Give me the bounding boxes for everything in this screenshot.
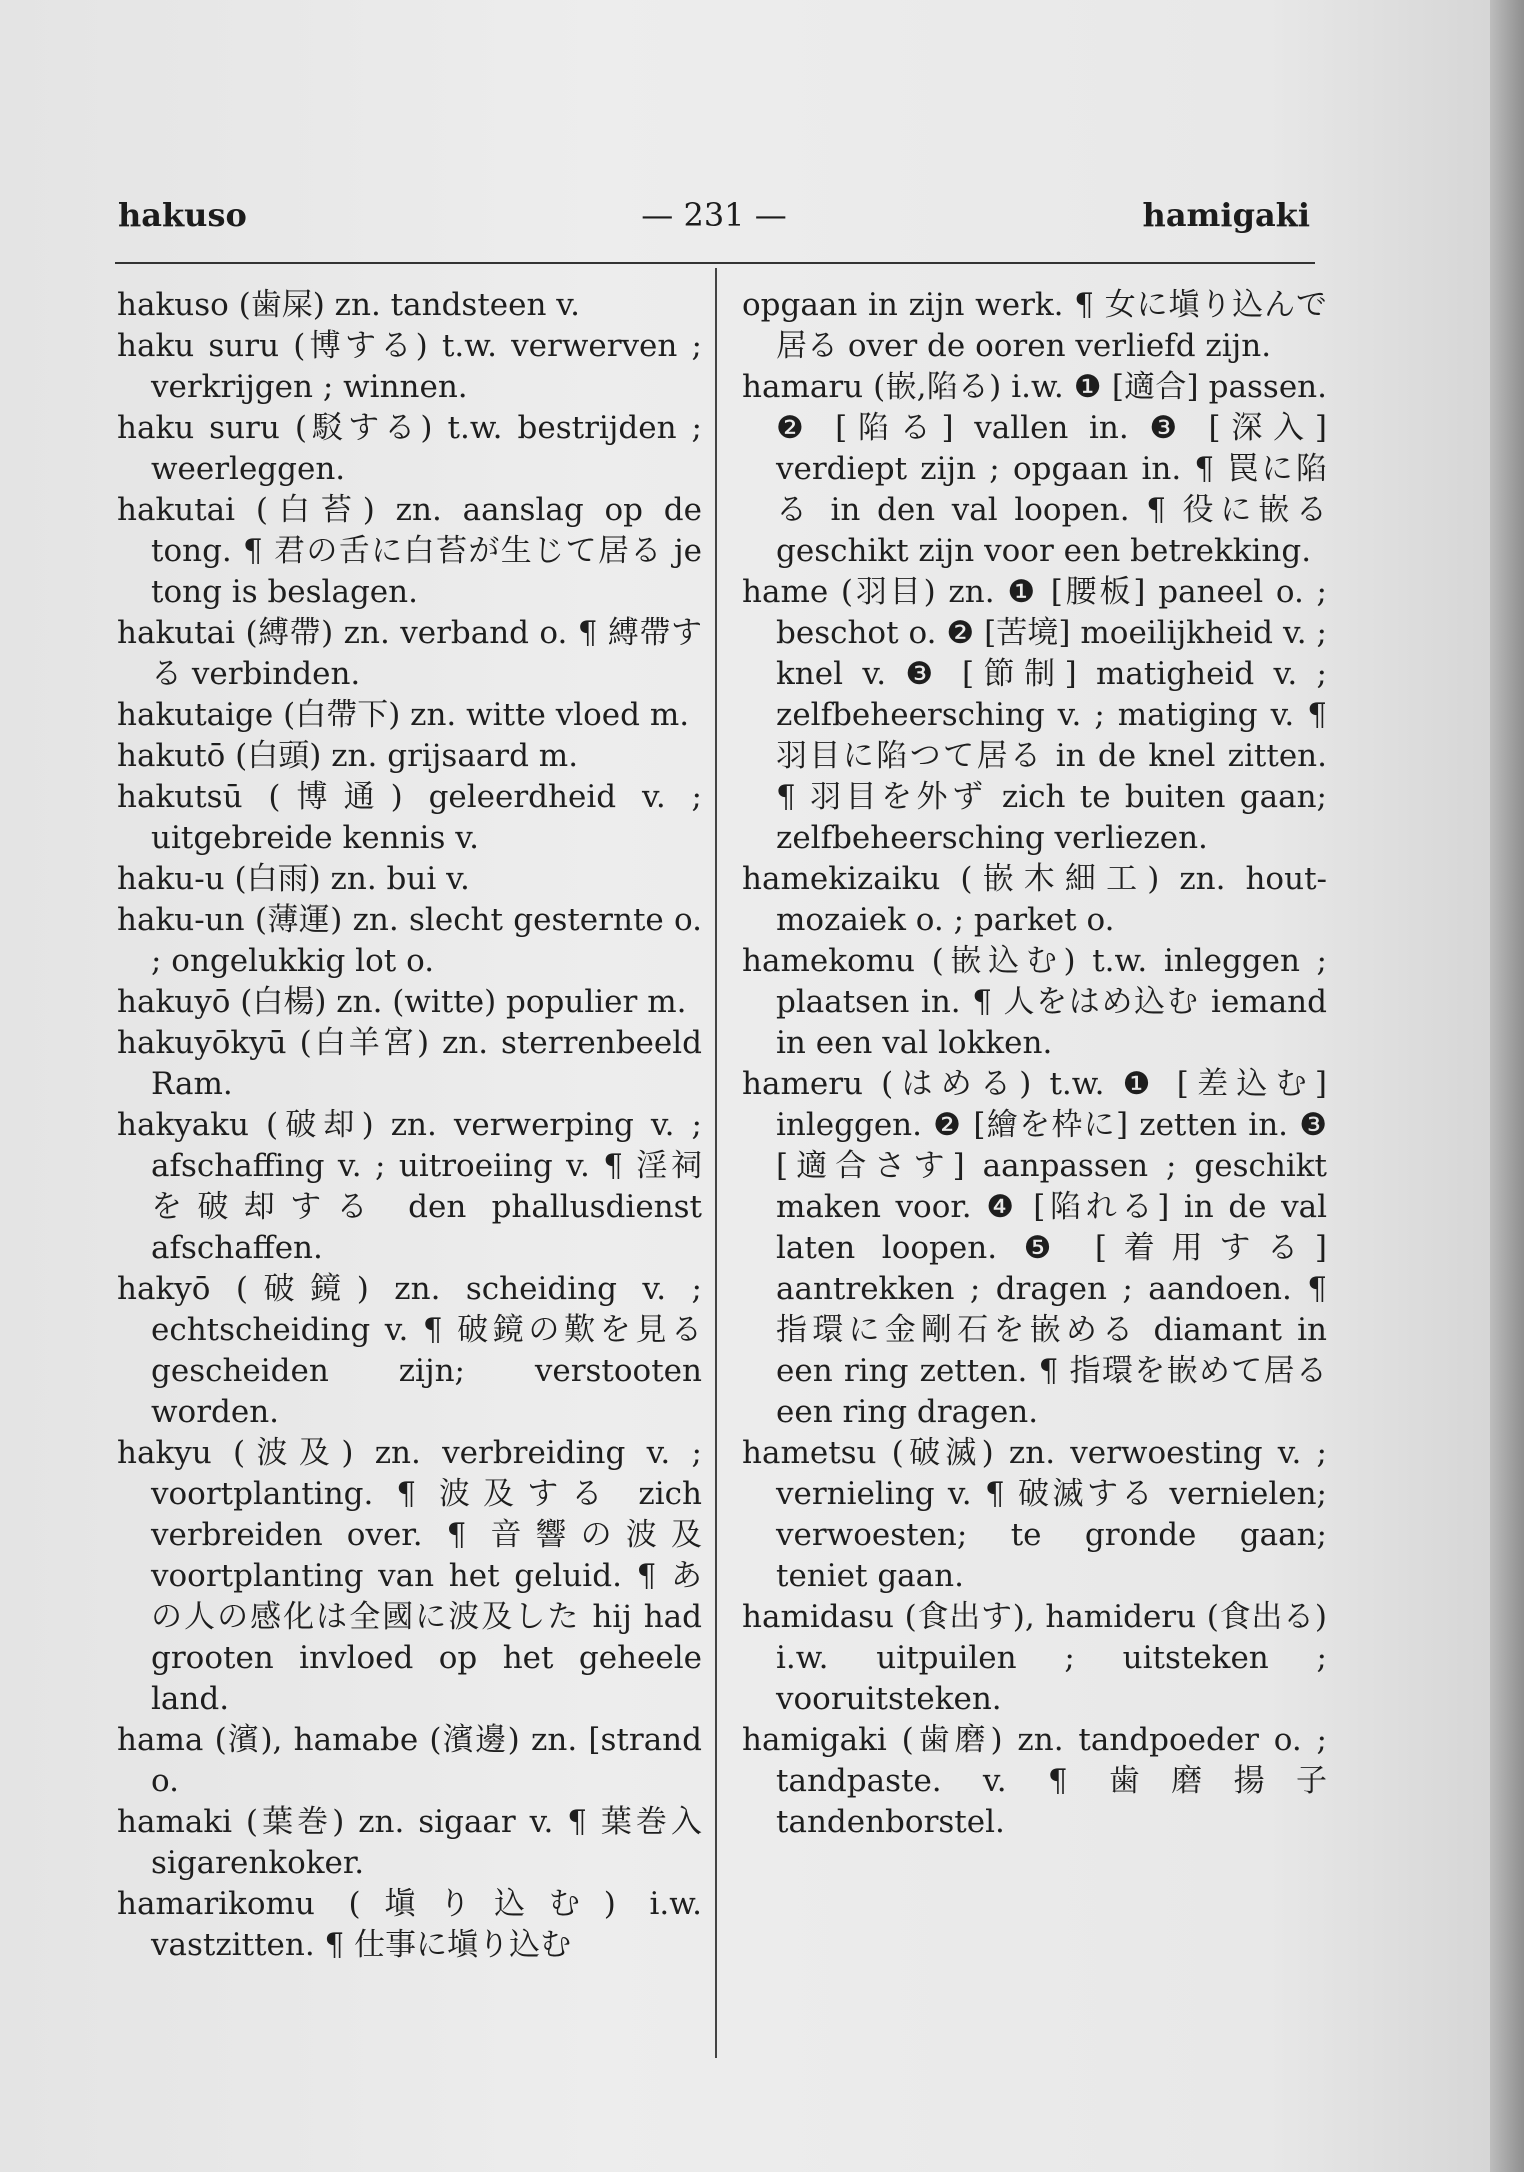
page-header — [118, 196, 1310, 248]
dictionary-entry: hama (濱), hamabe (濱邊) zn. [strand o. — [117, 1722, 702, 1799]
dictionary-entry: hakyu (波及) zn. verbreiding v. ; voortplanting. ¶ 波及する zich verbreiden over. ¶ 音響の波及 voortplanting van het geluid. ¶ あの人の感化は全國に波及した hij had grooten invloed op het geheele land. — [117, 1435, 702, 1717]
left-column — [117, 285, 702, 1966]
dictionary-entry: hametsu (破滅) zn. verwoesting v. ; vernieling v. ¶ 破滅する vernielen; verwoesten; te gronde gaan; teniet gaan. — [742, 1435, 1327, 1594]
dictionary-entry: hakuso (歯屎) zn. tandsteen v. — [117, 287, 580, 323]
dictionary-entry: hakuyōkyū (白羊宮) zn. sterrenbeeld Ram. — [117, 1025, 702, 1102]
left-running-head: hakuso — [118, 196, 247, 234]
dictionary-entry: opgaan in zijn werk. ¶ 女に塡り込んで居る over de ooren verliefd zijn. — [742, 287, 1327, 364]
right-column — [742, 285, 1327, 1843]
dictionary-entry: hameru (はめる) t.w. ❶ [差込む] inleggen. ❷ [繪を枠に] zetten in. ❸ [適合さす] aanpassen ; geschikt maken voor. ❹ [陷れる] in de val laten loopen. ❺ [着用する] aantrekken ; dragen ; aandoen. ¶ 指環に金剛石を嵌める diamant in een ring zetten. ¶ 指環を嵌めて居る een ring dragen. — [742, 1066, 1327, 1430]
dictionary-entry: hakyō (破鏡) zn. scheiding v. ; echtscheiding v. ¶ 破鏡の歎を見る gescheiden zijn; verstooten worden. — [117, 1271, 702, 1430]
header-rule — [115, 262, 1315, 264]
dictionary-entry: hakutaige (白帶下) zn. witte vloed m. — [117, 697, 690, 733]
dictionary-entry: hamidasu (食出す), hamideru (食出る) i.w. uitpuilen ; uitsteken ; vooruitsteken. — [742, 1599, 1327, 1717]
dictionary-entry: haku-u (白雨) zn. bui v. — [117, 861, 470, 897]
dictionary-entry: hamekomu (嵌込む) t.w. inleggen ; plaatsen in. ¶ 人をはめ込む iemand in een val lokken. — [742, 943, 1327, 1061]
dictionary-entry: hamigaki (歯磨) zn. tandpoeder o. ; tandpaste. v. ¶ 歯磨揚子 tandenborstel. — [742, 1722, 1327, 1840]
dictionary-entry: hakutō (白頭) zn. grijsaard m. — [117, 738, 579, 774]
dictionary-entry: hamaki (葉巻) zn. sigaar v. ¶ 葉巻入 sigarenkoker. — [117, 1804, 702, 1881]
right-running-head: hamigaki — [1142, 196, 1310, 234]
dictionary-entry: haku suru (博する) t.w. verwerven ; verkrijgen ; winnen. — [117, 328, 702, 405]
dictionary-entry: hakutsū (博通) geleerdheid v. ; uitgebreide kennis v. — [117, 779, 702, 856]
page-number: — 231 — — [641, 196, 787, 234]
column-divider — [715, 268, 717, 2058]
dictionary-entry: haku-un (薄運) zn. slecht gesternte o. ; ongelukkig lot o. — [117, 902, 702, 979]
dictionary-entry: hamaru (嵌,陷る) i.w. ❶ [適合] passen. ❷ [陷る] vallen in. ❸ [深入] verdiept zijn ; opgaan in. ¶ 罠に陷る in den val loopen. ¶ 役に嵌る geschikt zijn voor een betrekking. — [742, 369, 1327, 569]
dictionary-entry: hame (羽目) zn. ❶ [腰板] paneel o. ; beschot o. ❷ [苦境] moeilijkheid v. ; knel v. ❸ [節制] matigheid v. ; zelfbeheersching v. ; matiging v. ¶ 羽目に陷つて居る in de knel zitten. ¶ 羽目を外ず zich te buiten gaan; zelfbeheersching verliezen. — [742, 574, 1327, 856]
dictionary-entry: hamarikomu (塡り込む) i.w. vastzitten. ¶ 仕事に塡り込む — [117, 1886, 702, 1963]
dictionary-entry: haku suru (駁する) t.w. bestrijden ; weerleggen. — [117, 410, 702, 487]
dictionary-entry: hakyaku (破却) zn. verwerping v. ; afschaffing v. ; uitroeiing v. ¶ 淫祠を破却する den phallusdienst afschaffen. — [117, 1107, 702, 1266]
dictionary-entry: hamekizaiku (嵌木細工) zn. hout-mozaiek o. ; parket o. — [742, 861, 1327, 938]
dictionary-entry: hakutai (縛帶) zn. verband o. ¶ 縛帶する verbinden. — [117, 615, 702, 692]
dictionary-entry: hakutai (白苔) zn. aanslag op de tong. ¶ 君の舌に白苔が生じて居る je tong is beslagen. — [117, 492, 702, 610]
adjacent-page-edge — [1490, 0, 1524, 2172]
dictionary-entry: hakuyō (白楊) zn. (witte) populier m. — [117, 984, 687, 1020]
